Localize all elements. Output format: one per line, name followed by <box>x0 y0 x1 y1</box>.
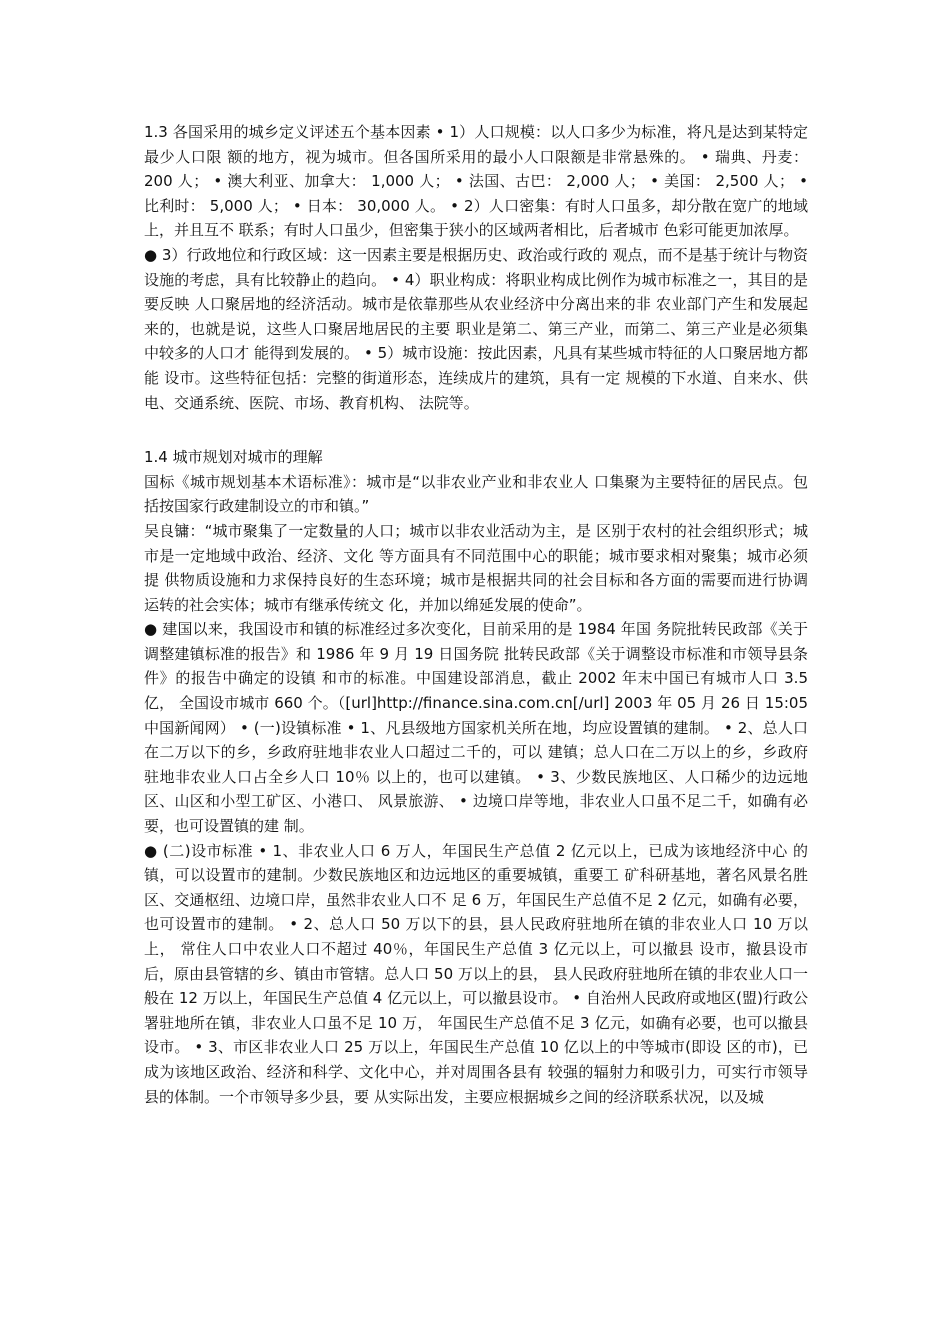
section-spacer <box>144 415 808 445</box>
section-1-4-paragraph-4: ● (二)设市标准 • 1、非农业人口 6 万人，年国民生产总值 2 亿元以上，已成为该地经济中心 的镇，可以设置市的建制。少数民族地区和边远地区的重要城镇，重要工 矿科研基地，著名风景名胜区、交通枢纽、边境口岸，虽然非农业人口不 足 6 万，年国民生产总值不足 2 亿元，如确有必要，也可设置市的建制。 • 2、总人口 50 万以下的县，县人民政府驻地所在镇的非农业人口 10 万以上， 常住人口中农业人口不超过 40％，年国民生产总值 3 亿元以上，可以撤县 设市，撤县设市后，原由县管辖的乡、镇由市管辖。总人口 50 万以上的县， 县人民政府驻地所在镇的非农业人口一般在 12 万以上，年国民生产总值 4 亿元以上，可以撤县设市。 • 自治州人民政府或地区(盟)行政公署驻地所在镇，非农业人口虽不足 10 万， 年国民生产总值不足 3 亿元，如确有必要，也可以撤县设市。 • 3、市区非农业人口 25 万以上，年国民生产总值 10 亿以上的中等城市(即设 区的市)，已成为该地区政治、经济和科学、文化中心，并对周围各县有 较强的辐射力和吸引力，可实行市领导县的体制。一个市领导多少县，要 从实际出发，主要应根据城乡之间的经济联系状况，以及城 <box>144 841 808 1106</box>
section-1-3-paragraph-2: ● 3）行政地位和行政区域：这一因素主要是根据历史、政治或行政的 观点，而不是基于统计与物资设施的考虑，具有比较静止的趋向。 • 4）职业构成：将职业构成比例作为城市标准之一，其目的是要反映 人口聚居地的经济活动。城市是依靠那些从农业经济中分离出来的非 农业部门产生和发展起来的，也就是说，这些人口聚居地居民的主要 职业是第二、第三产业，而第二、第三产业是必须集中较多的人口才 能得到发展的。 • 5）城市设施：按此因素，凡具有某些城市特征的人口聚居地方都能 设市。这些特征包括：完整的街道形态，连续成片的建筑，具有一定 规模的下水道、自来水、供电、交通系统、医院、市场、教育机构、 法院等。 <box>144 245 808 412</box>
section-1-4-heading: 1.4 城市规划对城市的理解 <box>144 448 323 467</box>
section-1-4-paragraph-2: 吴良镛：“城市聚集了一定数量的人口；城市以非农业活动为主，是 区别于农村的社会组织形式；城市是一定地域中政治、经济、文化 等方面具有不同范围中心的职能；城市要求相对聚集；城市必须提 供物质设施和力求保持良好的生态环境；城市是根据共同的社会目标和各方面的需要而进行协调运转的社会实体；城市有继承传统文 化，并加以绵延发展的使命”。 <box>144 521 808 614</box>
document-page <box>144 120 808 1109</box>
section-1-4-paragraph-1: 国标《城市规划基本术语标准》：城市是“以非农业产业和非农业人 口集聚为主要特征的居民点。包括按国家行政建制设立的市和镇。” <box>144 472 808 516</box>
section-1-4-paragraph-3: ● 建国以来，我国设市和镇的标准经过多次变化，目前采用的是 1984 年国 务院批转民政部《关于调整建镇标准的报告》和 1986 年 9 月 19 日国务院 批转民政部《关于调整设市标准和市领导县条件》的报告中确定的设镇 和市的标准。中国建设部消息，截止 2002 年末中国已有城市人口 3.5 亿， 全国设市城市 660 个。（[url]http://finance.sina.com.cn[/url] 2003 年 05 月 26 日 15:05 中国新闻网） • (一)设镇标准 • 1、凡县级地方国家机关所在地，均应设置镇的建制。 • 2、总人口在二万以下的乡，乡政府驻地非农业人口超过二千的，可以 建镇；总人口在二万以上的乡，乡政府驻地非农业人口占全乡人口 10％ 以上的，也可以建镇。 • 3、少数民族地区、人口稀少的边远地区、山区和小型工矿区、小港口、 风景旅游、 • 边境口岸等地，非农业人口虽不足二千，如确有必要，也可设置镇的建 制。 <box>144 620 808 836</box>
section-1-3-paragraph-1: 1.3 各国采用的城乡定义评述五个基本因素 • 1）人口规模：以人口多少为标准，将凡是达到某特定最少人口限 额的地方，视为城市。但各国所采用的最小人口限额是非常悬殊的。 • 瑞典、丹麦： 200 人； • 澳大利亚、加拿大： 1,000 人； • 法国、古巴： 2,000 人； • 美国： 2,500 人； • 比利时： 5,000 人； • 日本： 30,000 人。 • 2）人口密集：有时人口虽多，却分散在宽广的地域上，并且互不 联系；有时人口虽少，但密集于狭小的区域两者相比，后者城市 色彩可能更加浓厚。 <box>144 123 808 240</box>
